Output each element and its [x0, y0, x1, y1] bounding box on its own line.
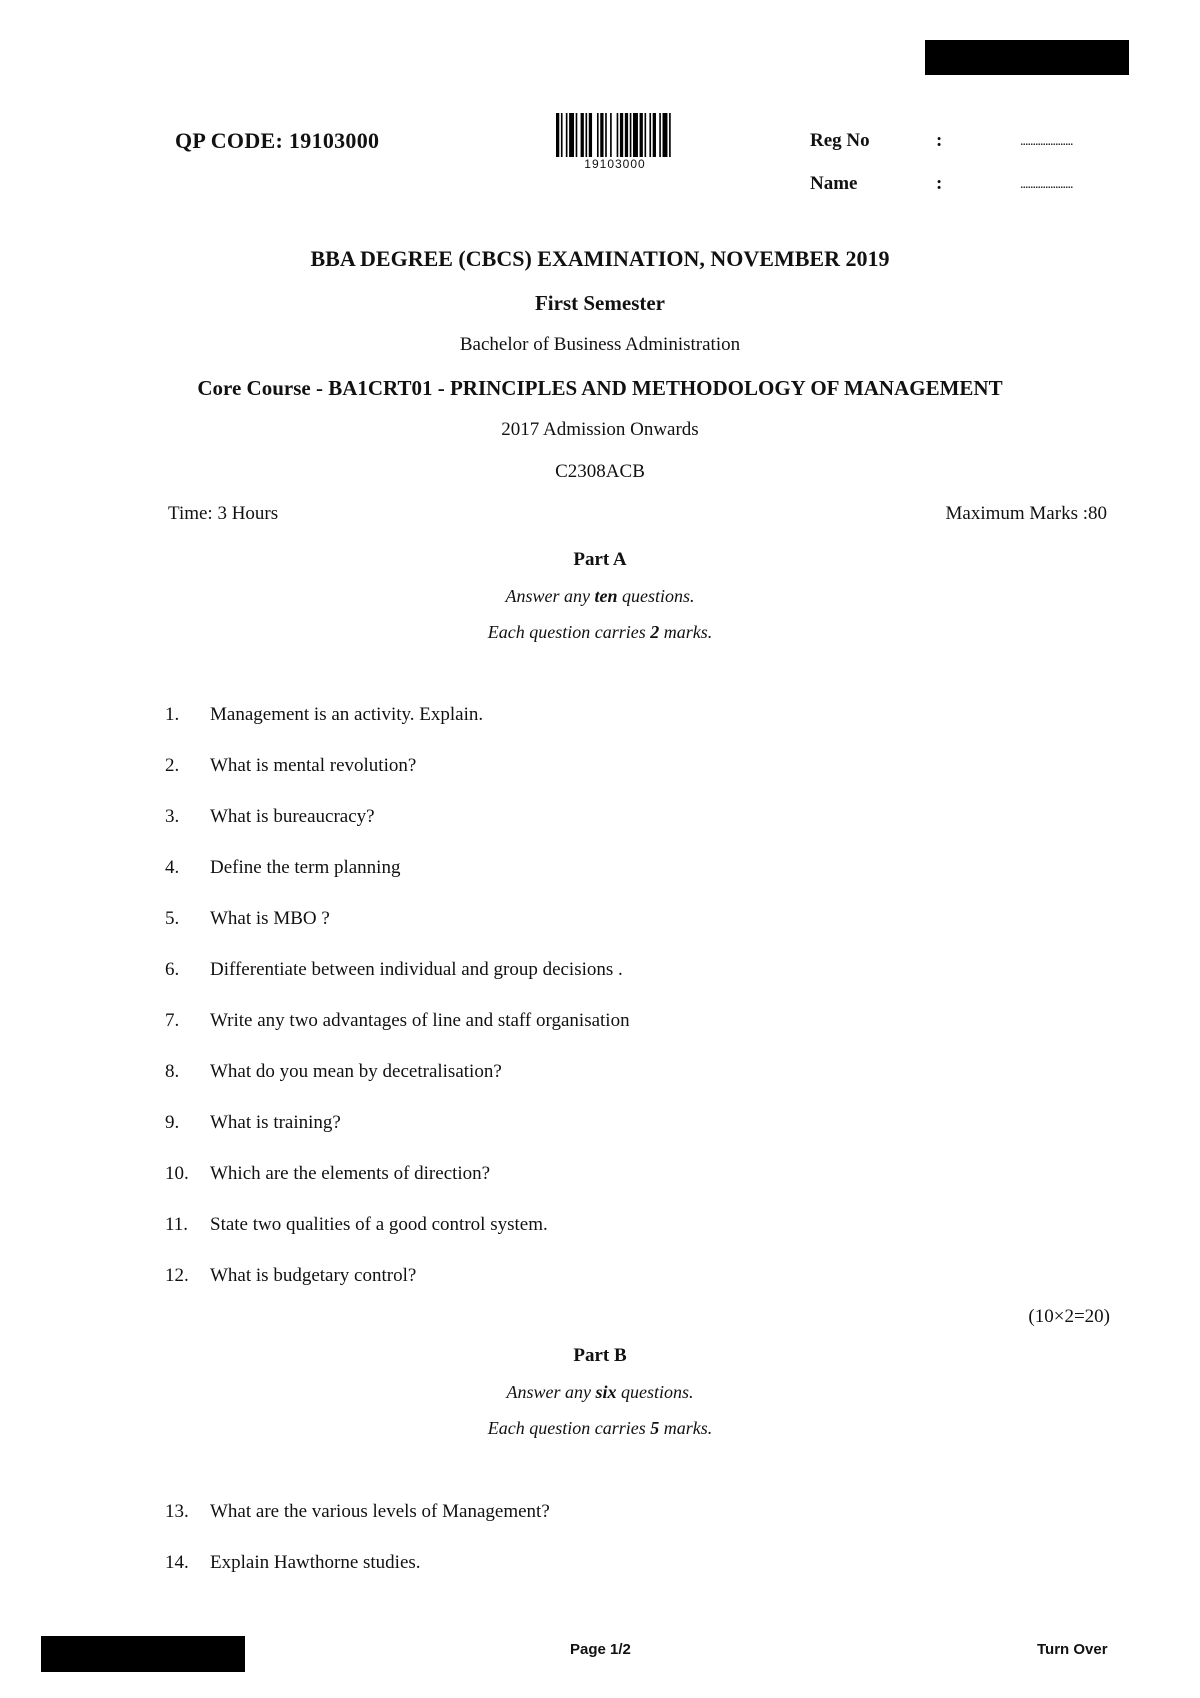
- barcode-bar: [586, 113, 588, 157]
- part-b-instruction-2: Each question carries 5 marks.: [487, 1418, 713, 1438]
- barcode-bar: [566, 113, 568, 157]
- part-a-question-number: 4.: [165, 857, 180, 878]
- part-a-question-number: 10.: [165, 1163, 189, 1184]
- semester: First Semester: [534, 291, 666, 315]
- barcode-bar: [561, 113, 563, 157]
- barcode-bar: [625, 113, 628, 157]
- paper-code: C2308ACB: [555, 461, 645, 482]
- barcode-bar: [600, 113, 603, 157]
- redaction-bar-top: [925, 40, 1129, 75]
- turn-over: Turn Over: [1037, 1641, 1108, 1658]
- exam-title: BBA DEGREE (CBCS) EXAMINATION, NOVEMBER 2019: [310, 246, 890, 271]
- page-number: Page 1/2: [570, 1641, 631, 1658]
- barcode-bar: [630, 113, 632, 157]
- qp-code: QP CODE: 19103000: [175, 128, 380, 153]
- part-a-heading: Part A: [573, 549, 627, 570]
- barcode-bar: [640, 113, 643, 157]
- part-a-question-text: State two qualities of a good control system.: [210, 1214, 548, 1235]
- part-a-question-number: 2.: [165, 755, 180, 776]
- name-label: Name: [810, 173, 858, 194]
- part-a-question-number: 12.: [165, 1265, 189, 1286]
- part-a-question-text: What is bureaucracy?: [210, 806, 375, 827]
- part-a-question-text: Write any two advantages of line and staff organisation: [210, 1010, 630, 1031]
- part-a-question-number: 3.: [165, 806, 180, 827]
- barcode-bar: [610, 113, 612, 157]
- part-a-question-number: 7.: [165, 1010, 180, 1031]
- part-a-marks-tally: (10×2=20): [1028, 1306, 1110, 1327]
- name-colon: :: [936, 173, 943, 194]
- barcode-bar: [653, 113, 656, 157]
- part-a-question-text: What is mental revolution?: [210, 755, 417, 776]
- redaction-bar-bottom: [41, 1636, 245, 1672]
- barcode-graphic: [556, 113, 674, 157]
- barcode-bar: [605, 113, 607, 157]
- part-a-question-text: Management is an activity. Explain.: [210, 704, 484, 725]
- barcode-bar: [569, 113, 574, 157]
- part-b-heading: Part B: [573, 1345, 627, 1366]
- part-a-question-number: 8.: [165, 1061, 180, 1082]
- name-blank: .....................: [1020, 177, 1073, 192]
- part-b-question-text: Explain Hawthorne studies.: [210, 1552, 421, 1573]
- part-a-question-text: What is training?: [210, 1112, 341, 1133]
- part-b-instruction-1: Answer any six questions.: [506, 1382, 694, 1402]
- part-a-question-text: What is MBO ?: [210, 908, 330, 929]
- programme: Bachelor of Business Administration: [459, 334, 741, 355]
- reg-no-colon: :: [936, 130, 943, 151]
- part-a-question-text: What is budgetary control?: [210, 1265, 417, 1286]
- reg-no-blank: .....................: [1020, 134, 1073, 149]
- barcode-bar: [576, 113, 578, 157]
- barcode-bar: [663, 113, 668, 157]
- maximum-marks: Maximum Marks :80: [945, 503, 1107, 524]
- part-b-question-number: 13.: [165, 1501, 189, 1522]
- part-a-instruction-1: Answer any ten questions.: [505, 586, 695, 606]
- barcode-number: 19103000: [584, 157, 646, 171]
- barcode-bar: [556, 113, 559, 157]
- part-a-question-text: Define the term planning: [210, 857, 401, 878]
- part-b-question-number: 14.: [165, 1552, 189, 1573]
- part-a-question-number: 11.: [165, 1214, 189, 1235]
- barcode: [556, 113, 674, 171]
- part-a-question-text: What do you mean by decetralisation?: [210, 1061, 502, 1082]
- part-a-instruction-2: Each question carries 2 marks.: [487, 622, 713, 642]
- barcode-bar: [589, 113, 592, 157]
- barcode-bar: [649, 113, 651, 157]
- part-a-question-number: 6.: [165, 959, 180, 980]
- barcode-bar: [581, 113, 584, 157]
- barcode-bar: [645, 113, 647, 157]
- course-title: Core Course - BA1CRT01 - PRINCIPLES AND METHODOLOGY OF MANAGEMENT: [197, 376, 1003, 400]
- barcode-bar: [617, 113, 619, 157]
- part-a-question-number: 5.: [165, 908, 180, 929]
- admission: 2017 Admission Onwards: [501, 419, 699, 440]
- part-b-question-text: What are the various levels of Management?: [210, 1501, 550, 1522]
- barcode-bar: [633, 113, 638, 157]
- part-a-question-text: Which are the elements of direction?: [210, 1163, 491, 1184]
- part-a-question-number: 9.: [165, 1112, 180, 1133]
- part-a-question-number: 1.: [165, 704, 180, 725]
- time-allowed: Time: 3 Hours: [168, 503, 279, 524]
- barcode-bar: [620, 113, 623, 157]
- barcode-bar: [659, 113, 661, 157]
- part-a-question-text: Differentiate between individual and group decisions .: [210, 959, 623, 980]
- reg-no-label: Reg No: [810, 130, 870, 151]
- barcode-bar: [597, 113, 599, 157]
- barcode-bar: [669, 113, 671, 157]
